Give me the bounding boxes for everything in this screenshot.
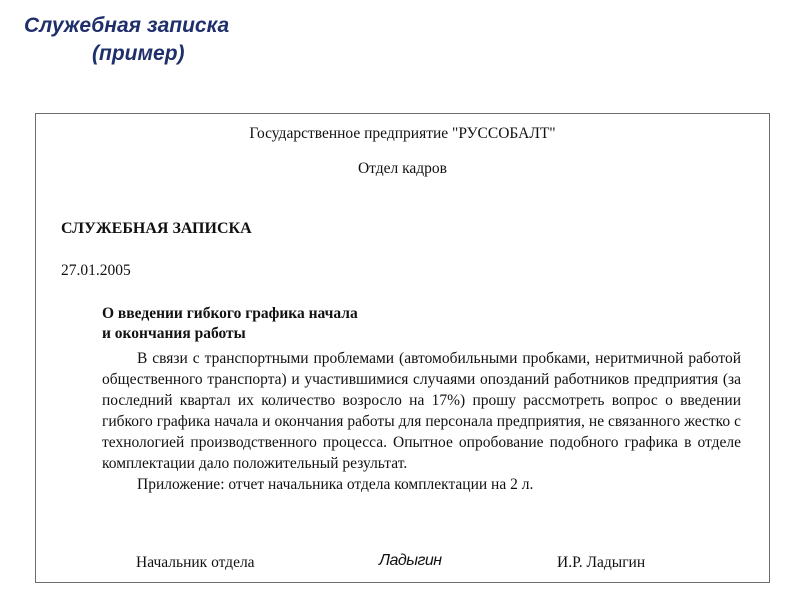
subject-line1: О введении гибкого графика начала: [102, 305, 358, 322]
signer-position: Начальник отдела: [136, 554, 255, 571]
slide-title-line2: (пример): [92, 42, 185, 65]
body-paragraph-main: В связи с транспортными проблемами (автомобильными пробками, неритмичной работой общественного транспорта) и участившимися случаями опозданий работников предприятия (за последний квартал их количество возросло на 17%) прошу рассмотреть вопрос о введении гибкого графика начала и окончания работы для персонала предприятия, не связанного жестко с технологией производственного процесса. Опытное опробование подобного графика в отделе комплектации дало положительный результат.: [102, 350, 741, 472]
document-type-heading: СЛУЖЕБНАЯ ЗАПИСКА: [61, 220, 252, 237]
body-paragraph-attachment: Приложение: отчет начальника отдела комплектации на 2 л.: [137, 476, 534, 493]
slide-title-line1: Служебная записка: [24, 14, 230, 37]
memo-document: [35, 113, 770, 583]
document-subject: [102, 304, 358, 344]
slide-title: [24, 12, 324, 68]
department-name: Отдел кадров: [357, 160, 448, 177]
document-date: 27.01.2005: [61, 262, 131, 279]
signer-name: И.Р. Ладыгин: [557, 554, 646, 571]
subject-line2: и окончания работы: [102, 325, 246, 342]
memo-body: [102, 348, 741, 495]
handwritten-signature: Ладыгин: [379, 552, 442, 569]
organization-name: Государственное предприятие "РУССОБАЛТ": [249, 125, 556, 142]
